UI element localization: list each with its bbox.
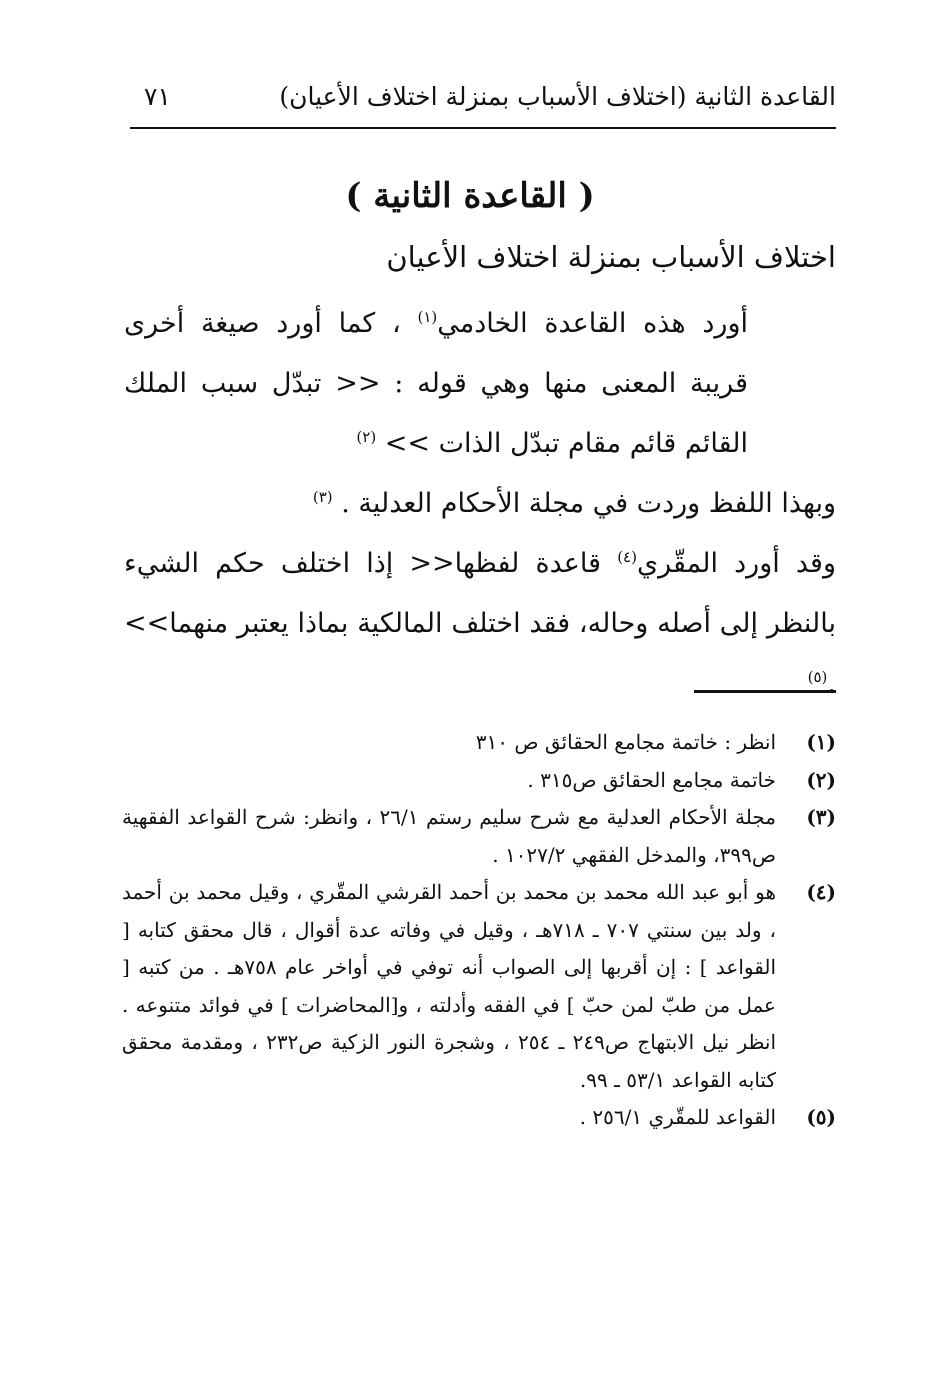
paragraph-3-text-a: وقد أورد المقّري [636, 548, 836, 579]
footnote-1 [122, 724, 836, 762]
header-rule [130, 127, 836, 129]
paragraph-1-text-a: أورد هذه القاعدة الخادمي [437, 308, 748, 339]
paragraph-2-text: وبهذا اللفظ وردت في مجلة الأحكام العدلية . [341, 488, 836, 519]
footnote-number: (٥) [806, 1105, 836, 1129]
footnote-marker-5: (٥) [807, 668, 828, 686]
page-number: ٧١ [144, 82, 171, 111]
footnote-marker-2: (٢) [356, 428, 377, 446]
footnote-2 [122, 762, 836, 800]
paragraph-3-text-b: قاعدة لفظها<< إذا اختلف حكم الشيء بالنظر إلى أصله وحاله، فقد اختلف المالكية بماذا يعتبر منهما>> . [124, 548, 836, 699]
footnote-text: القواعد للمقّري ٢٥٦/١ . [579, 1105, 776, 1129]
paragraph-1 [124, 294, 836, 474]
paragraph-2 [124, 474, 836, 534]
body-text [124, 294, 836, 714]
footnote-3 [122, 799, 836, 874]
footnotes [122, 724, 836, 1137]
footnote-marker-1: (١) [417, 308, 438, 326]
paragraph-3 [124, 534, 836, 714]
footnote-marker-3: (٣) [312, 488, 333, 506]
footnote-number: (٢) [806, 767, 836, 792]
footnote-4 [122, 874, 836, 1099]
footnote-number: (٤) [806, 880, 836, 904]
rule-title: اختلاف الأسباب بمنزلة اختلاف الأعيان [386, 240, 836, 274]
header-title: القاعدة الثانية (اختلاف الأسباب بمنزلة اختلاف الأعيان) [279, 82, 836, 111]
footnote-marker-4: (٤) [617, 548, 637, 566]
rule-heading: ( القاعدة الثانية ) [345, 176, 595, 216]
footnote-text: مجلة الأحكام العدلية مع شرح سليم رستم ٢٦/١ ، وانظر: شرح القواعد الفقهية ص٣٩٩، والمدخل الفقهي ١٠٢٧/٢ . [122, 805, 776, 867]
footnote-5 [122, 1099, 836, 1137]
paragraph-1-text-b: ، كما أورد صيغة أخرى قريبة المعنى منها وهي قوله : << تبدّل سبب الملك القائم قائم مقام تبدّل الذات >> [124, 308, 748, 459]
footnote-number: (١) [806, 730, 836, 754]
footnote-text: خاتمة مجامع الحقائق ص٣١٥ . [527, 767, 776, 792]
running-header [130, 78, 836, 128]
footnote-number: (٣) [806, 805, 836, 829]
footnote-text: هو أبو عبد الله محمد بن محمد بن أحمد القرشي المقّري ، وقيل محمد بن أحمد ، ولد بين سنتي ٧٠٧ ـ ٧١٨هـ ، وقيل في وفاته عدة أقوال ، قال محقق كتابه [ القواعد ] : إن أقربها إلى الصواب أنه توفي في أواخر عام ٧٥٨هـ . من كتبه [ عمل من طبّ لمن حبّ ] في الفقه وأدلته ، و[المحاضرات ] في فوائد متنوعه . انظر نيل الابتهاج ص٢٤٩ ـ ٢٥٤ ، وشجرة النور الزكية ص٢٣٢ ، ومقدمة محقق كتابه القواعد ٥٣/١ ـ ٩٩. [122, 880, 777, 1092]
footnote-text: انظر : خاتمة مجامع الحقائق ص ٣١٠ [475, 730, 776, 754]
footnote-separator [694, 690, 836, 693]
